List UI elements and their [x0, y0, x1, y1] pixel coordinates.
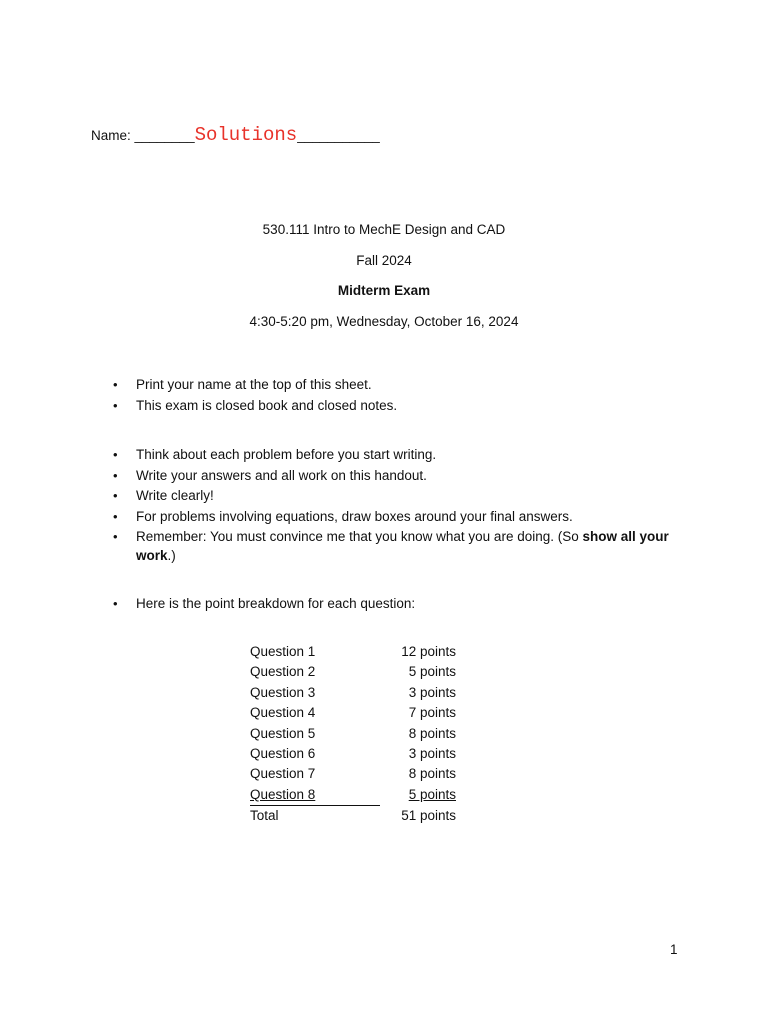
- remember-text: Remember: You must convince me that you know what you are doing. (So: [136, 529, 583, 544]
- name-line: [91, 124, 380, 147]
- points-row: [250, 764, 456, 784]
- question-points: 3 points: [408, 684, 456, 700]
- question-points: 3 points: [408, 746, 456, 762]
- instructions-list-1: [0, 375, 684, 416]
- question-label: Question 5: [250, 725, 316, 741]
- instruction-item: • Print your name at the top of this sheet.: [0, 375, 684, 394]
- question-label-text: Question 8: [250, 786, 316, 802]
- name-trailing-underline: ___________: [297, 128, 380, 143]
- course-title: 530.111 Intro to MechE Design and CAD: [262, 222, 506, 237]
- points-row: [250, 724, 456, 744]
- question-points: 7 points: [408, 705, 456, 721]
- instructions-list-2: [0, 445, 684, 567]
- question-points: 5 points: [408, 787, 456, 803]
- name-label: Name: ________: [91, 128, 195, 143]
- question-points: 8 points: [408, 725, 456, 741]
- total-label: Total: [250, 808, 279, 824]
- points-row: [250, 744, 456, 764]
- total-points: 51 points: [401, 808, 456, 823]
- question-label: Question 6: [250, 746, 316, 762]
- points-table: [250, 642, 456, 827]
- remember-emphasis: show all your work: [136, 529, 669, 563]
- points-row: [250, 703, 456, 723]
- question-label: Question 1: [250, 644, 316, 659]
- instruction-item: • For problems involving equations, draw boxes around your final answers.: [0, 507, 684, 526]
- points-row: [250, 642, 456, 662]
- breakdown-intro: • Here is the point breakdown for each question:: [0, 594, 684, 613]
- points-row: [250, 662, 456, 682]
- instruction-item: • Write clearly!: [0, 486, 684, 505]
- points-row: [250, 683, 456, 703]
- name-value: Solutions: [194, 124, 298, 146]
- question-points: 12 points: [401, 644, 456, 659]
- question-label: Question 7: [250, 766, 316, 782]
- term: Fall 2024: [356, 253, 412, 268]
- question-label: Question 3: [250, 684, 316, 700]
- points-row: [250, 785, 456, 806]
- exam-title: Midterm Exam: [337, 283, 431, 298]
- page-number: 1: [670, 942, 678, 957]
- total-row: [250, 806, 456, 827]
- instruction-item-remember: [0, 527, 684, 565]
- instruction-item: • Write your answers and all work on this handout.: [0, 466, 684, 485]
- instruction-item: • This exam is closed book and closed notes.: [0, 396, 684, 415]
- question-label: Question 4: [250, 705, 316, 721]
- exam-time: 4:30-5:20 pm, Wednesday, October 16, 2024: [249, 314, 519, 329]
- question-points: 8 points: [408, 766, 456, 782]
- remember-end: .): [167, 548, 176, 563]
- instructions-list-3: [0, 594, 684, 615]
- instruction-item: • Think about each problem before you start writing.: [0, 445, 684, 464]
- question-label: Question 2: [250, 664, 316, 680]
- question-points: 5 points: [408, 664, 456, 680]
- question-label: [250, 785, 380, 806]
